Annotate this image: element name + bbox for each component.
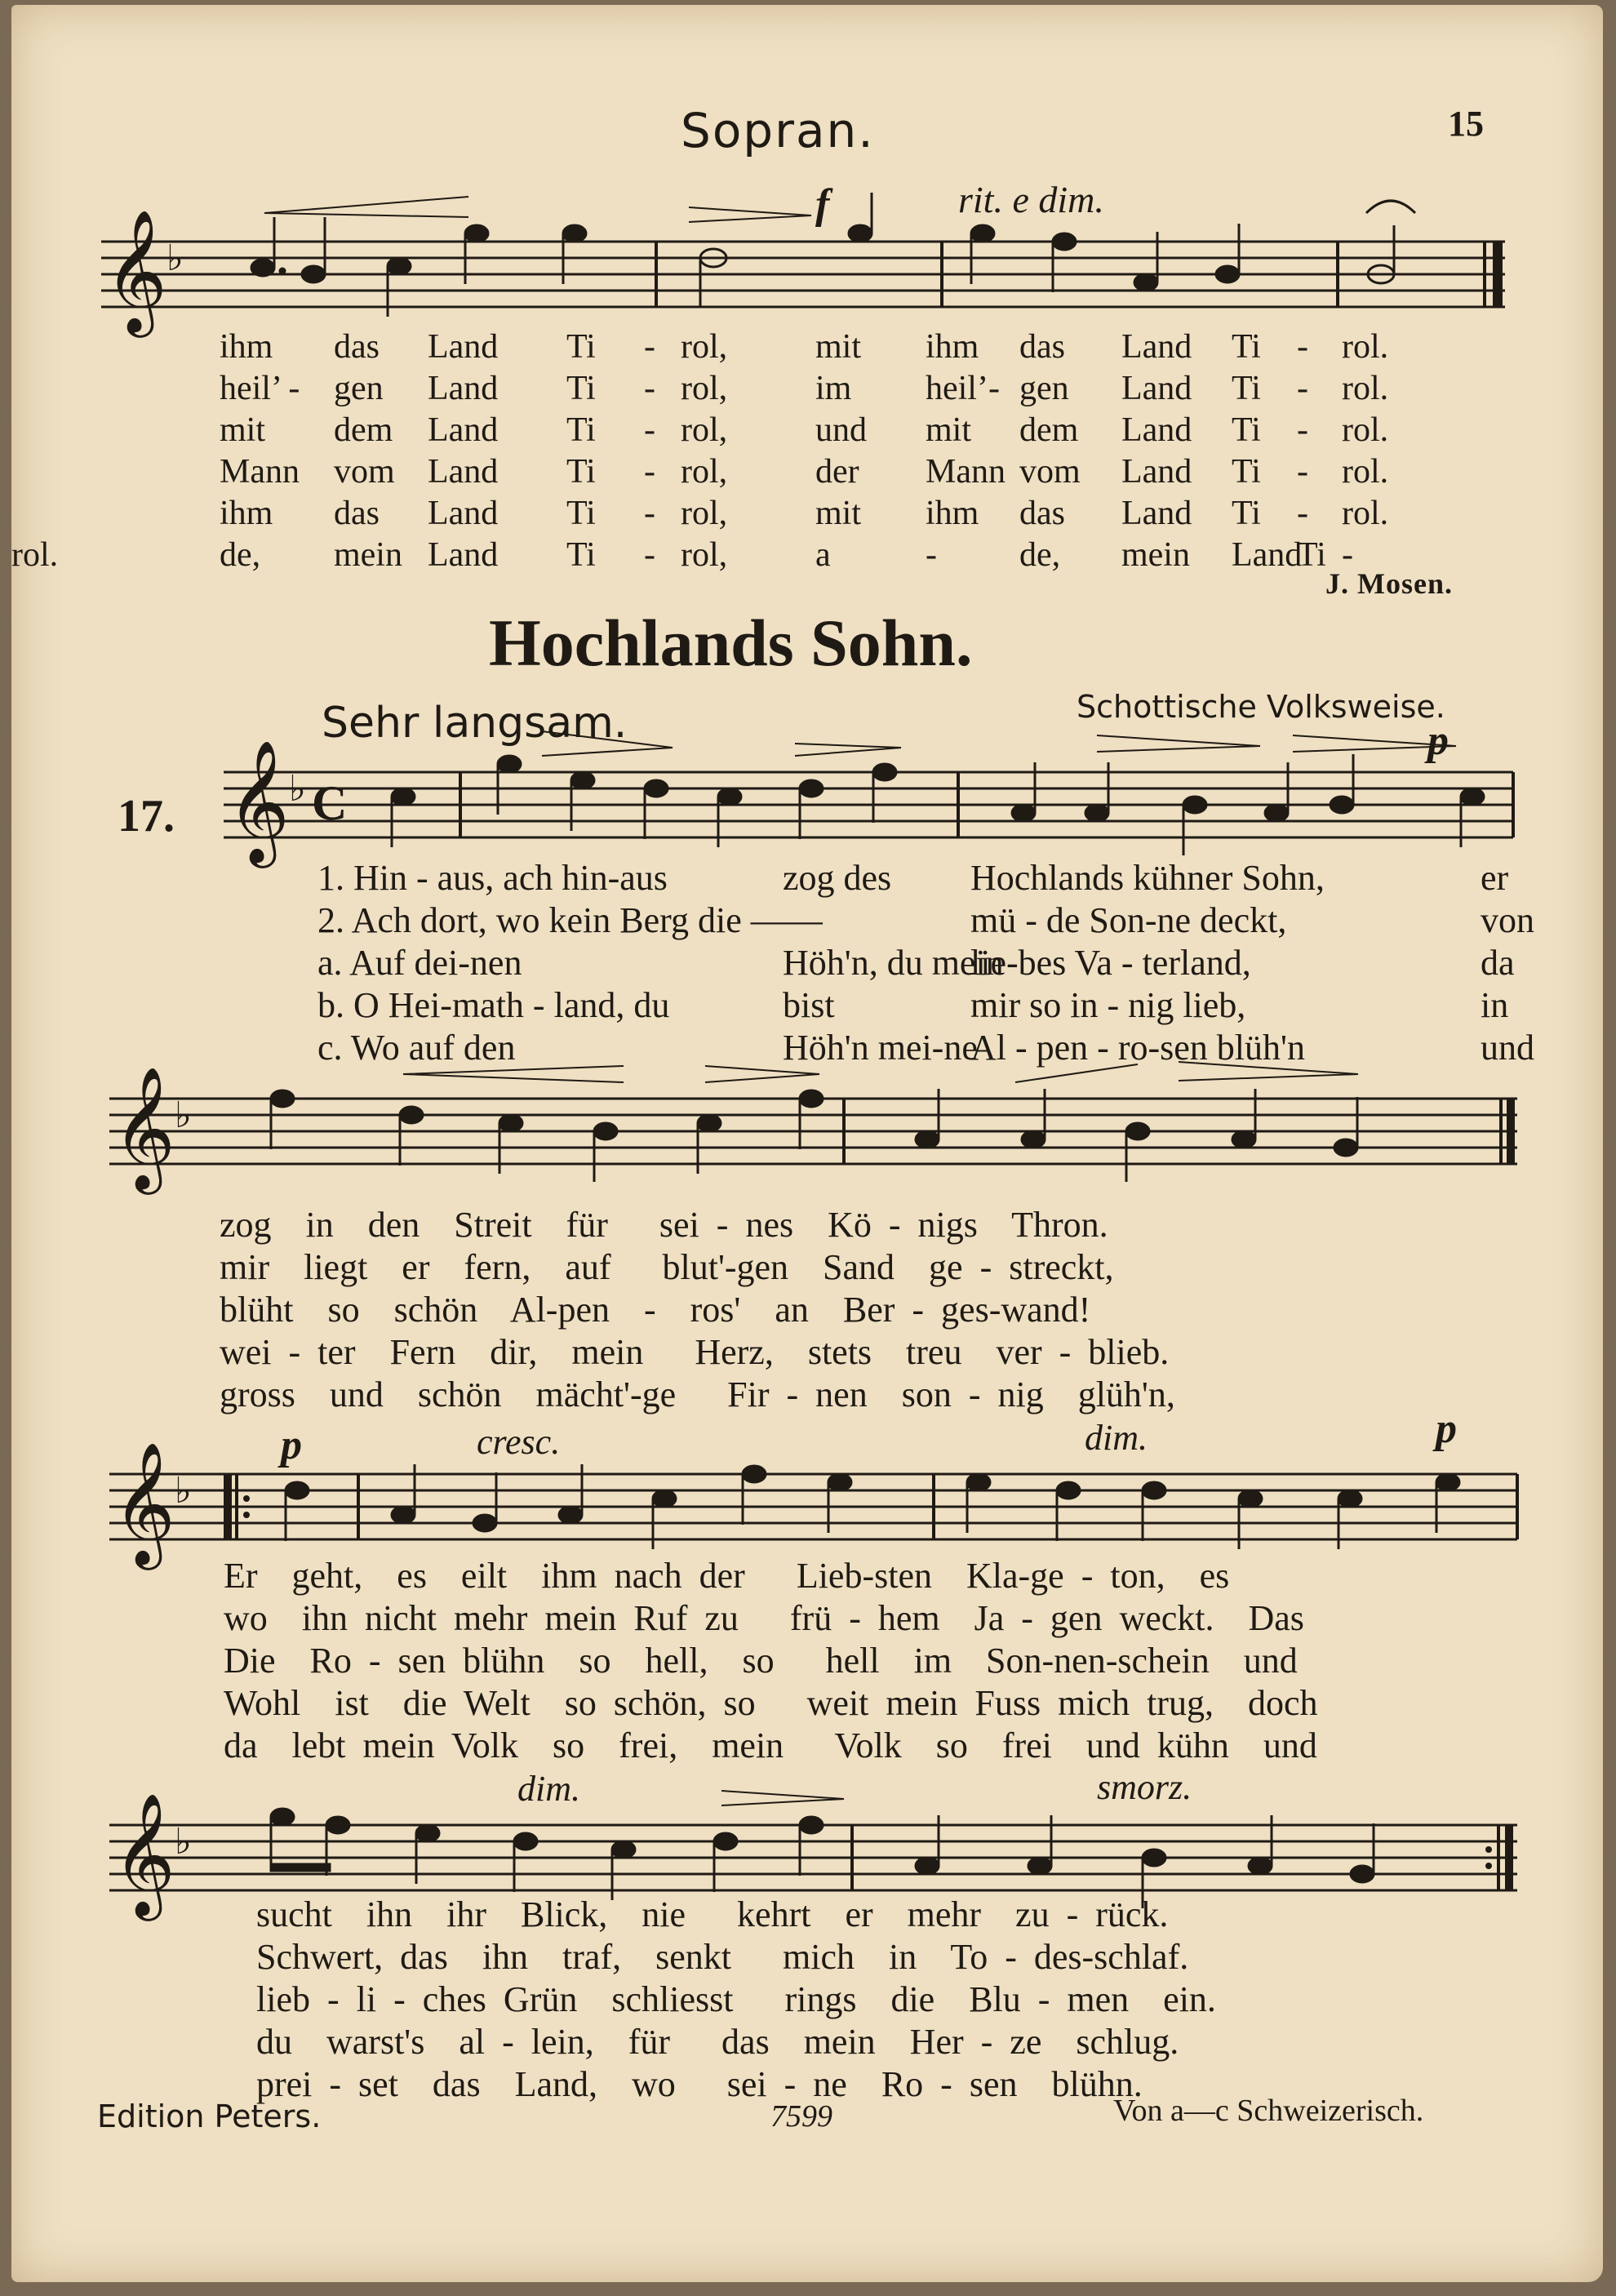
- smorz-marking: smorz.: [1097, 1767, 1192, 1807]
- verse-line: Wohl ist die Welt so schön, so weit mein Fuss mich trug, doch: [224, 1683, 1318, 1723]
- lyric-syllable: heil’-: [926, 370, 1000, 407]
- lyric-syllable: de,: [220, 536, 261, 574]
- lyric-segment: b. O Hei-math - land, du: [317, 985, 670, 1025]
- lyric-syllable: der: [815, 453, 859, 491]
- song-number: 17.: [118, 791, 175, 842]
- svg-text:𝄞: 𝄞: [227, 744, 290, 861]
- lyric-syllable: a: [815, 536, 831, 574]
- piano-marking: p: [1427, 717, 1449, 764]
- lyric-segment: und: [1481, 1028, 1534, 1068]
- lyric-syllable: das: [1019, 328, 1065, 366]
- lyric-syllable: ihm: [220, 495, 273, 532]
- lyric-syllable: rol.: [1342, 495, 1389, 532]
- lyric-syllable: mit: [926, 411, 972, 449]
- lyric-segment: a. Auf dei-nen: [317, 943, 522, 983]
- lyric-syllable: -: [644, 370, 655, 407]
- lyric-syllable: vom: [1019, 453, 1081, 491]
- lyric-syllable: ihm: [220, 328, 273, 366]
- cresc-marking: cresc.: [477, 1422, 561, 1462]
- lyric-syllable: im: [815, 370, 852, 407]
- lyric-segment: Al - pen - ro-sen blüh'n: [970, 1028, 1305, 1068]
- source-credit: Schottische Volksweise.: [1077, 689, 1445, 725]
- lyric-syllable: rol.: [11, 536, 59, 574]
- lyric-syllable: Ti: [566, 536, 596, 574]
- lyric-syllable: Ti: [566, 328, 596, 366]
- lyric-syllable: Land: [428, 328, 499, 366]
- lyric-syllable: und: [815, 411, 867, 449]
- lyric-syllable: -: [1297, 370, 1308, 407]
- forte-marking: f: [815, 181, 830, 228]
- lyric-segment: Höh'n mei-ne: [783, 1028, 978, 1068]
- lyric-syllable: mein: [334, 536, 402, 574]
- lyric-syllable: -: [644, 453, 655, 491]
- lyric-syllable: mein: [1121, 536, 1190, 574]
- lyric-syllable: mit: [220, 411, 266, 449]
- treble-clef: 𝄞: [104, 213, 167, 331]
- lyric-syllable: -: [1297, 328, 1308, 366]
- lyric-segment: mü - de Son-ne deckt,: [970, 900, 1287, 940]
- tempo-marking: Sehr langsam.: [322, 699, 628, 748]
- lyric-syllable: mit: [815, 328, 862, 366]
- lyric-syllable: Ti: [566, 370, 596, 407]
- lyric-syllable: rol,: [681, 370, 728, 407]
- verse-line: Die Ro - sen blühn so hell, so hell im Son-nen-schein und: [224, 1641, 1298, 1681]
- svg-text:♭: ♭: [289, 769, 306, 809]
- svg-text:𝄞: 𝄞: [113, 1446, 175, 1563]
- lyric-segment: zog des: [783, 858, 892, 898]
- lyric-syllable: rol,: [681, 328, 728, 366]
- lyric-syllable: ihm: [926, 495, 979, 532]
- lyric-syllable: Mann: [926, 453, 1006, 491]
- plate-number: 7599: [770, 2099, 832, 2134]
- lyric-syllable: rol,: [681, 411, 728, 449]
- verse-line: Er geht, es eilt ihm nach der Lieb-sten Kla-ge - ton, es: [224, 1556, 1230, 1596]
- svg-text:♭: ♭: [166, 238, 184, 278]
- lyric-syllable: rol,: [681, 495, 728, 532]
- lyric-syllable: de,: [1019, 536, 1061, 574]
- lyric-syllable: -: [1342, 536, 1353, 574]
- lyric-syllable: dem: [1019, 411, 1079, 449]
- lyric-segment: mir so in - nig lieb,: [970, 985, 1246, 1025]
- lyric-segment: lie-bes Va - terland,: [970, 943, 1251, 983]
- lyric-syllable: -: [644, 536, 655, 574]
- svg-text:♭: ♭: [175, 1471, 192, 1511]
- lyric-syllable: Land: [428, 495, 499, 532]
- staff-system-2: [101, 1050, 1521, 1205]
- lyric-syllable: rol,: [681, 536, 728, 574]
- verse-line: blüht so schön Al-pen - ros' an Ber - ges-wand!: [220, 1290, 1091, 1330]
- lyric-syllable: Ti: [1232, 328, 1261, 366]
- lyric-syllable: Land: [428, 536, 499, 574]
- lyric-syllable: -: [644, 411, 655, 449]
- lyric-syllable: -: [1297, 411, 1308, 449]
- verse-line: du warst's al - lein, für das mein Her - ze schlug.: [256, 2022, 1179, 2062]
- svg-text:𝄞: 𝄞: [113, 1796, 175, 1914]
- lyric-syllable: rol.: [1342, 328, 1389, 366]
- piano-marking-2: p: [281, 1422, 302, 1468]
- lyric-syllable: gen: [334, 370, 384, 407]
- part-name: Sopran.: [681, 103, 875, 158]
- lyric-syllable: das: [334, 495, 380, 532]
- verse-line: sucht ihn ihr Blick, nie kehrt er mehr zu - rück.: [256, 1894, 1169, 1934]
- dim-marking-2: dim.: [517, 1769, 580, 1809]
- lyric-syllable: Land: [1121, 453, 1192, 491]
- lyric-syllable: rol.: [1342, 370, 1389, 407]
- rit-marking: rit. e dim.: [958, 179, 1104, 220]
- svg-text:𝄞: 𝄞: [113, 1070, 175, 1188]
- lyric-syllable: das: [1019, 495, 1065, 532]
- lyric-syllable: Land: [428, 370, 499, 407]
- dialect-note: Von a—c Schweizerisch.: [1113, 2094, 1424, 2128]
- lyric-segment: c. Wo auf den: [317, 1028, 516, 1068]
- music-page: [11, 5, 1603, 2282]
- lyric-syllable: Ti: [566, 411, 596, 449]
- author-credit: J. Mosen.: [1325, 567, 1453, 600]
- lyric-segment: von: [1481, 900, 1534, 940]
- lyric-syllable: Ti: [1232, 370, 1261, 407]
- svg-text:♭: ♭: [175, 1822, 192, 1862]
- lyric-syllable: mit: [815, 495, 862, 532]
- lyric-syllable: Ti: [1297, 536, 1326, 574]
- lyric-syllable: Ti: [566, 453, 596, 491]
- lyric-syllable: Land: [1121, 495, 1192, 532]
- lyric-segment: bist: [783, 985, 835, 1025]
- song-title: Hochlands Sohn.: [489, 606, 973, 680]
- lyric-syllable: Land: [1121, 370, 1192, 407]
- lyric-syllable: vom: [334, 453, 395, 491]
- verse-line: prei - set das Land, wo sei - ne Ro - sen blühn.: [256, 2064, 1143, 2104]
- lyric-syllable: ihm: [926, 328, 979, 366]
- lyric-syllable: Land: [428, 453, 499, 491]
- lyric-syllable: dem: [334, 411, 393, 449]
- verse-line: wo ihn nicht mehr mein Ruf zu frü - hem Ja - gen weckt. Das: [224, 1598, 1304, 1638]
- lyric-syllable: Ti: [1232, 453, 1261, 491]
- lyric-syllable: Ti: [1232, 411, 1261, 449]
- lyric-segment: 2. Ach dort, wo kein Berg die ——: [317, 900, 823, 940]
- lyric-syllable: -: [644, 328, 655, 366]
- lyric-segment: da: [1481, 943, 1515, 983]
- page-number: 15: [1448, 104, 1484, 144]
- lyric-syllable: Ti: [566, 495, 596, 532]
- lyric-segment: Höh'n, du mein: [783, 943, 1004, 983]
- lyric-syllable: gen: [1019, 370, 1069, 407]
- verse-line: wei - ter Fern dir, mein Herz, stets treu ver - blieb.: [220, 1332, 1170, 1372]
- verse-line: zog in den Streit für sei - nes Kö - nigs Thron.: [220, 1205, 1108, 1245]
- verse-line: mir liegt er fern, auf blut'-gen Sand ge - streckt,: [220, 1247, 1114, 1287]
- lyric-syllable: heil’ -: [220, 370, 300, 407]
- lyric-syllable: -: [1297, 495, 1308, 532]
- lyric-segment: in: [1481, 985, 1509, 1025]
- lyric-syllable: rol.: [1342, 453, 1389, 491]
- lyric-syllable: Land: [428, 411, 499, 449]
- lyric-segment: 1. Hin - aus, ach hin-aus: [317, 858, 668, 898]
- lyric-syllable: Ti: [1232, 495, 1261, 532]
- verse-line: lieb - li - ches Grün schliesst rings die Blu - men ein.: [256, 1979, 1216, 2019]
- lyric-syllable: -: [644, 495, 655, 532]
- lyric-syllable: -: [926, 536, 937, 574]
- svg-text:C: C: [312, 776, 348, 830]
- lyric-syllable: -: [1297, 453, 1308, 491]
- lyric-syllable: Land: [1121, 411, 1192, 449]
- lyric-syllable: rol,: [681, 453, 728, 491]
- verse-line: da lebt mein Volk so frei, mein Volk so frei und kühn und: [224, 1725, 1317, 1765]
- svg-text:♭: ♭: [175, 1095, 192, 1135]
- dim-marking: dim.: [1085, 1418, 1148, 1458]
- publisher-label: Edition Peters.: [97, 2098, 322, 2134]
- lyric-syllable: rol.: [1342, 411, 1389, 449]
- lyric-segment: Hochlands kühner Sohn,: [970, 858, 1325, 898]
- piano-marking-3: p: [1436, 1406, 1457, 1452]
- lyric-syllable: Land: [1121, 328, 1192, 366]
- verse-line: Schwert, das ihn traf, senkt mich in To - des-schlaf.: [256, 1937, 1189, 1977]
- verse-line: gross und schön mächt'-ge Fir - nen son - nig glüh'n,: [220, 1374, 1175, 1414]
- lyric-syllable: Land: [1232, 536, 1303, 574]
- lyric-syllable: Mann: [220, 453, 300, 491]
- lyric-syllable: das: [334, 328, 380, 366]
- lyric-segment: er: [1481, 858, 1509, 898]
